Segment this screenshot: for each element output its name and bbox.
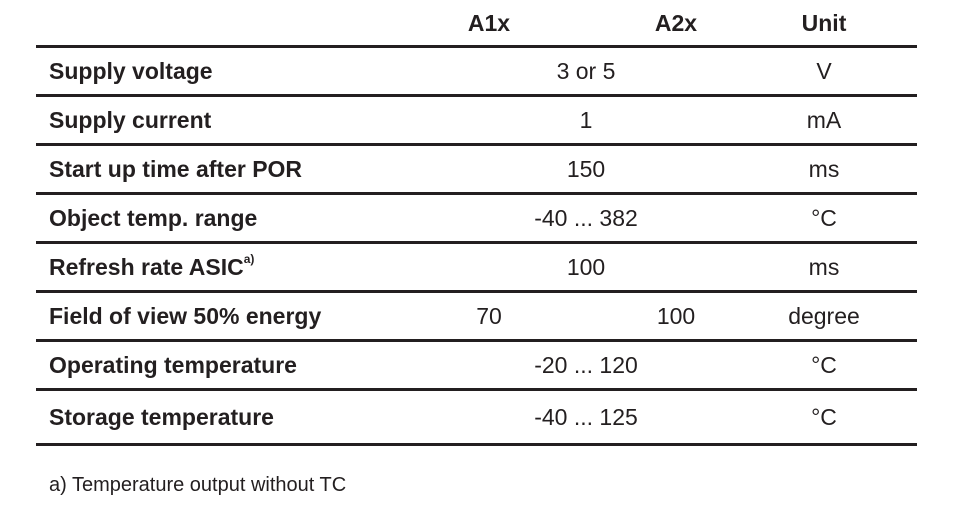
row-value: 1 (579, 106, 593, 133)
row-unit: ms (808, 253, 840, 280)
row-label: Supply voltage (49, 57, 213, 84)
row-unit: °C (811, 351, 837, 378)
table-row-supply-current (36, 97, 917, 146)
column-header-a2x: A2x (654, 10, 698, 36)
table-footnote: a) Temperature output without TC (49, 474, 347, 496)
row-label: Storage temperature (49, 403, 274, 430)
column-header-a1x: A1x (467, 10, 511, 36)
row-label: Start up time after POR (49, 155, 303, 182)
row-value: 150 (566, 155, 606, 182)
row-value: -40 ... 382 (534, 204, 638, 231)
row-unit: °C (811, 403, 837, 430)
row-value: -40 ... 125 (534, 403, 638, 430)
row-value: 3 or 5 (556, 57, 616, 84)
table-row-object-temp-range (36, 195, 917, 244)
table-header-row (36, 0, 917, 48)
row-label-text: Refresh rate ASIC (49, 253, 244, 280)
table-row-refresh-rate (36, 244, 917, 293)
row-unit: mA (806, 106, 842, 133)
row-unit: °C (811, 204, 837, 231)
row-label: Operating temperature (49, 351, 297, 378)
row-value: 100 (566, 253, 606, 280)
table-row-operating-temperature (36, 342, 917, 391)
row-unit: ms (808, 155, 840, 182)
column-header-unit: Unit (801, 10, 847, 36)
row-value-a2x: 100 (656, 302, 696, 329)
row-label: Object temp. range (49, 204, 258, 231)
table-row-storage-temperature (36, 391, 917, 446)
row-label: Supply current (49, 106, 212, 133)
row-label: Field of view 50% energy (49, 302, 322, 329)
row-unit: V (816, 57, 832, 84)
row-value-a1x: 70 (476, 302, 502, 329)
table-row-field-of-view (36, 293, 917, 342)
footnote-marker: a) (243, 252, 255, 266)
table-row-supply-voltage (36, 48, 917, 97)
row-label (49, 244, 254, 290)
row-unit: degree (788, 302, 860, 329)
row-value: -20 ... 120 (534, 351, 638, 378)
table-row-startup-time (36, 146, 917, 195)
specification-table (36, 0, 917, 446)
